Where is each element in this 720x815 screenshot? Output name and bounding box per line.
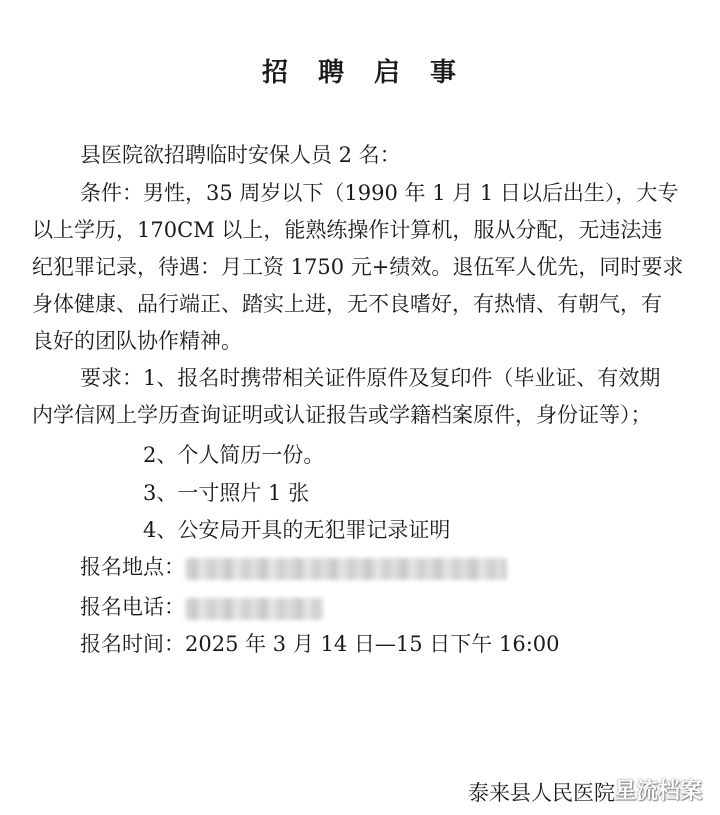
conditions-line-5: 良好的团队协作精神。 (32, 329, 242, 353)
registration-phone (80, 591, 323, 623)
registration-location (80, 551, 507, 583)
registration-time (80, 628, 560, 660)
redacted-location (185, 558, 507, 580)
time-label: 报名时间： (80, 632, 185, 656)
requirements-item-3: 3、一寸照片 1 张 (143, 481, 310, 505)
conditions-line-3: 纪犯罪记录，待遇：月工资 1750 元+绩效。退伍军人优先，同时要求 (32, 255, 684, 279)
requirements-line-2: 内学信网上学历查询证明或认证报告或学籍档案原件，身份证等）； (32, 403, 652, 427)
issuer-name: 泰来县人民医院 (468, 781, 615, 805)
location-label: 报名地点： (80, 555, 185, 579)
phone-label: 报名电话： (80, 595, 185, 619)
intro-text: 县医院欲招聘临时安保人员 2 名： (80, 143, 401, 167)
requirements-item-2: 2、个人简历一份。 (143, 443, 325, 467)
requirements-line-1: 要求：1、报名时携带相关证件原件及复印件（毕业证、有效期 (80, 366, 661, 390)
conditions-line-4: 身体健康、品行端正、踏实上进，无不良嗜好，有热情、有朝气，有 (32, 292, 662, 316)
conditions-line-1: 条件：男性，35 周岁以下（1990 年 1 月 1 日以后出生），大专 (80, 181, 679, 205)
notice-title: 招 聘 启 事 (261, 58, 458, 88)
redacted-phone (185, 598, 323, 620)
watermark-logo: 星流档案 (614, 779, 703, 804)
time-value: 2025 年 3 月 14 日—15 日下午 16:00 (185, 632, 560, 656)
requirements-item-4: 4、公安局开具的无犯罪记录证明 (143, 518, 451, 542)
conditions-line-2: 以上学历，170CM 以上，能熟练操作计算机，服从分配，无违法违 (32, 218, 663, 242)
